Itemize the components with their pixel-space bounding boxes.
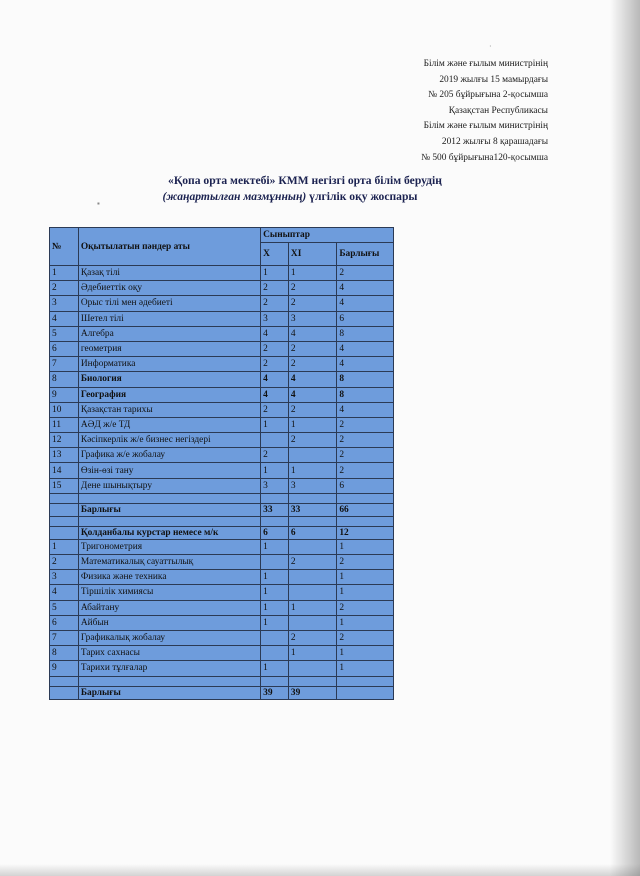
hours-total: 8 [337, 387, 394, 402]
row-number: 2 [50, 281, 79, 296]
hours-x: 1 [261, 539, 289, 554]
hours-xi: 1 [288, 463, 336, 478]
table-row [50, 630, 394, 645]
row-number: 9 [50, 387, 79, 402]
subject-name: Орыс тілі мен әдебиеті [78, 296, 260, 311]
row-number: 6 [50, 615, 79, 630]
subject-name: Әдебиеттік оқу [78, 281, 260, 296]
subject-name: Қазақ тілі [78, 266, 260, 281]
empty-cell [337, 676, 394, 686]
hours-xi: 2 [288, 357, 336, 372]
hours-x: 1 [261, 463, 289, 478]
page-edge-shadow [610, 0, 640, 876]
subject-name: Информатика [78, 357, 260, 372]
hours-xi [288, 570, 336, 585]
row-number: 10 [50, 402, 79, 417]
hours-x: 2 [261, 402, 289, 417]
hours-xi: 2 [288, 281, 336, 296]
title-line-1: «Қопа орта мектебі» КММ негізгі орта білім берудің [168, 174, 442, 187]
table-row [50, 341, 394, 356]
table-spacer-row [50, 676, 394, 686]
hours-x: 1 [261, 585, 289, 600]
title-line-2 [90, 189, 490, 205]
row-number: 3 [50, 570, 79, 585]
subject-name: Биология [78, 372, 260, 387]
hours-xi: 2 [288, 433, 336, 448]
row-number: 2 [50, 555, 79, 570]
empty-cell [337, 493, 394, 503]
table-row [50, 539, 394, 554]
subtotal-row [50, 503, 394, 516]
hours-total: 66 [337, 503, 394, 516]
table-row [50, 296, 394, 311]
subject-name: Графикалық жобалау [78, 630, 260, 645]
hours-total: 2 [337, 630, 394, 645]
empty-cell [78, 676, 260, 686]
table-row [50, 478, 394, 493]
table-row [50, 372, 394, 387]
hours-total: 4 [337, 357, 394, 372]
subject-name: Физика және техника [78, 570, 260, 585]
subject-name: Барлығы [78, 686, 260, 699]
hours-x: 3 [261, 311, 289, 326]
row-number: 14 [50, 463, 79, 478]
empty-cell [78, 493, 260, 503]
hours-x [261, 630, 289, 645]
hours-total: 8 [337, 326, 394, 341]
table-row [50, 646, 394, 661]
row-number: 5 [50, 600, 79, 615]
header-xi: XI [288, 243, 336, 266]
hours-x: 1 [261, 661, 289, 676]
hours-x [261, 646, 289, 661]
hours-x: 1 [261, 266, 289, 281]
hours-x [261, 433, 289, 448]
subject-name: Дене шынықтыру [78, 478, 260, 493]
row-number: 7 [50, 630, 79, 645]
table-spacer-row [50, 493, 394, 503]
hours-xi: 2 [288, 296, 336, 311]
table-spacer-row [50, 516, 394, 526]
table-row [50, 570, 394, 585]
table-row [50, 417, 394, 432]
title-italic-part: (жаңартылған мазмұнның) [162, 190, 307, 203]
hours-total: 2 [337, 266, 394, 281]
table-row [50, 281, 394, 296]
hours-xi: 39 [288, 686, 336, 699]
subject-name: География [78, 387, 260, 402]
approval-line: № 205 бұйрығына 2-қосымша [428, 90, 548, 101]
row-number: 15 [50, 478, 79, 493]
scan-speck: ▪ [97, 199, 100, 208]
subject-name: Тіршілік химиясы [78, 585, 260, 600]
empty-cell [337, 516, 394, 526]
subject-name: Қолданбалы курстар немесе м/к [78, 526, 260, 539]
row-number: 4 [50, 311, 79, 326]
subject-name: Алгебра [78, 326, 260, 341]
hours-xi: 3 [288, 478, 336, 493]
hours-x: 2 [261, 448, 289, 463]
title-rest-part: үлгілік оқу жоспары [306, 190, 418, 203]
header-total: Барлығы [337, 243, 394, 266]
hours-x: 33 [261, 503, 289, 516]
row-number: 1 [50, 539, 79, 554]
approval-block [421, 57, 548, 166]
approval-line: № 500 бұйрығына120-қосымша [421, 152, 548, 163]
hours-total: 2 [337, 433, 394, 448]
table-row [50, 615, 394, 630]
subject-name: геометрия [78, 341, 260, 356]
empty-cell [50, 493, 79, 503]
subject-name: Графика ж/е жобалау [78, 448, 260, 463]
hours-x: 4 [261, 326, 289, 341]
hours-x: 4 [261, 372, 289, 387]
hours-total: 1 [337, 570, 394, 585]
hours-xi: 1 [288, 266, 336, 281]
scan-speck: · [489, 42, 492, 51]
table-row [50, 357, 394, 372]
hours-xi: 2 [288, 630, 336, 645]
hours-xi: 4 [288, 326, 336, 341]
subject-name: Кәсіпкерлік ж/е бизнес негіздері [78, 433, 260, 448]
row-number: 9 [50, 661, 79, 676]
hours-x: 2 [261, 341, 289, 356]
subject-name: Абайтану [78, 600, 260, 615]
hours-total: 8 [337, 372, 394, 387]
approval-line: Білім және ғылым министрінің [423, 59, 548, 69]
hours-xi: 4 [288, 372, 336, 387]
subject-name: Қазақстан тарихы [78, 402, 260, 417]
empty-cell [288, 676, 336, 686]
hours-total: 2 [337, 555, 394, 570]
row-number: 4 [50, 585, 79, 600]
table-row [50, 311, 394, 326]
hours-total: 1 [337, 661, 394, 676]
hours-x: 1 [261, 615, 289, 630]
hours-x: 4 [261, 387, 289, 402]
curriculum-table [49, 227, 394, 700]
hours-x: 3 [261, 478, 289, 493]
hours-x: 2 [261, 281, 289, 296]
approval-line: Қазақстан Республикасы [448, 105, 548, 116]
row-number [50, 526, 79, 539]
table-header-row [50, 228, 394, 243]
hours-total: 2 [337, 448, 394, 463]
empty-cell [261, 676, 289, 686]
hours-x: 1 [261, 570, 289, 585]
table-row [50, 266, 394, 281]
approval-line: 2019 жылғы 15 мамырдағы [439, 74, 548, 85]
hours-x [261, 555, 289, 570]
row-number: 13 [50, 448, 79, 463]
row-number: 12 [50, 433, 79, 448]
row-number [50, 686, 79, 699]
elective-header-row [50, 526, 394, 539]
row-number: 11 [50, 417, 79, 432]
row-number: 7 [50, 357, 79, 372]
subject-name: Айбын [78, 615, 260, 630]
table-row [50, 555, 394, 570]
hours-total: 2 [337, 600, 394, 615]
grand-total-row [50, 686, 394, 699]
hours-total: 6 [337, 478, 394, 493]
hours-total: 1 [337, 646, 394, 661]
table-row [50, 661, 394, 676]
hours-total: 4 [337, 281, 394, 296]
hours-total [337, 686, 394, 699]
subject-name: Тарихи тұлғалар [78, 661, 260, 676]
hours-xi: 33 [288, 503, 336, 516]
hours-total: 4 [337, 296, 394, 311]
document-title [90, 173, 490, 205]
row-number: 6 [50, 341, 79, 356]
page-bottom-shadow [0, 864, 640, 876]
hours-total: 1 [337, 539, 394, 554]
hours-total: 2 [337, 417, 394, 432]
header-classes: Сыныптар [261, 228, 394, 243]
table-row [50, 326, 394, 341]
table-row [50, 463, 394, 478]
empty-cell [261, 493, 289, 503]
hours-xi: 1 [288, 417, 336, 432]
table-row [50, 600, 394, 615]
row-number: 5 [50, 326, 79, 341]
subject-name: Математикалық сауаттылық [78, 555, 260, 570]
hours-total: 1 [337, 615, 394, 630]
row-number: 1 [50, 266, 79, 281]
approval-line: 2012 жылғы 8 қарашадағы [441, 136, 548, 147]
hours-x: 2 [261, 357, 289, 372]
table-row [50, 585, 394, 600]
hours-xi: 3 [288, 311, 336, 326]
hours-total: 6 [337, 311, 394, 326]
header-subject: Оқытылатын пәндер аты [78, 228, 260, 266]
row-number [50, 503, 79, 516]
hours-total: 1 [337, 585, 394, 600]
empty-cell [50, 516, 79, 526]
empty-cell [288, 493, 336, 503]
hours-xi [288, 448, 336, 463]
row-number: 8 [50, 646, 79, 661]
hours-xi [288, 585, 336, 600]
subject-name: АӘД ж/е ТД [78, 417, 260, 432]
table-row [50, 448, 394, 463]
subject-name: Өзін-өзі тану [78, 463, 260, 478]
hours-total: 2 [337, 463, 394, 478]
hours-xi [288, 615, 336, 630]
subject-name: Барлығы [78, 503, 260, 516]
header-no: № [50, 228, 79, 266]
hours-xi: 1 [288, 600, 336, 615]
hours-xi: 4 [288, 387, 336, 402]
hours-xi [288, 539, 336, 554]
hours-xi [288, 661, 336, 676]
empty-cell [288, 516, 336, 526]
row-number: 3 [50, 296, 79, 311]
hours-x: 6 [261, 526, 289, 539]
table-row [50, 402, 394, 417]
hours-x: 2 [261, 296, 289, 311]
hours-total: 12 [337, 526, 394, 539]
approval-line: Білім және ғылым министрінің [423, 121, 548, 132]
hours-xi: 2 [288, 341, 336, 356]
hours-total: 4 [337, 402, 394, 417]
hours-xi: 6 [288, 526, 336, 539]
table-row [50, 387, 394, 402]
table-row [50, 433, 394, 448]
empty-cell [50, 676, 79, 686]
hours-total: 4 [337, 341, 394, 356]
subject-name: Тарих сахнасы [78, 646, 260, 661]
hours-x: 39 [261, 686, 289, 699]
subject-name: Шетел тілі [78, 311, 260, 326]
hours-xi: 1 [288, 646, 336, 661]
row-number: 8 [50, 372, 79, 387]
hours-x: 1 [261, 600, 289, 615]
empty-cell [261, 516, 289, 526]
hours-xi: 2 [288, 402, 336, 417]
hours-x: 1 [261, 417, 289, 432]
hours-xi: 2 [288, 555, 336, 570]
header-x: X [261, 243, 289, 266]
empty-cell [78, 516, 260, 526]
subject-name: Тригонометрия [78, 539, 260, 554]
